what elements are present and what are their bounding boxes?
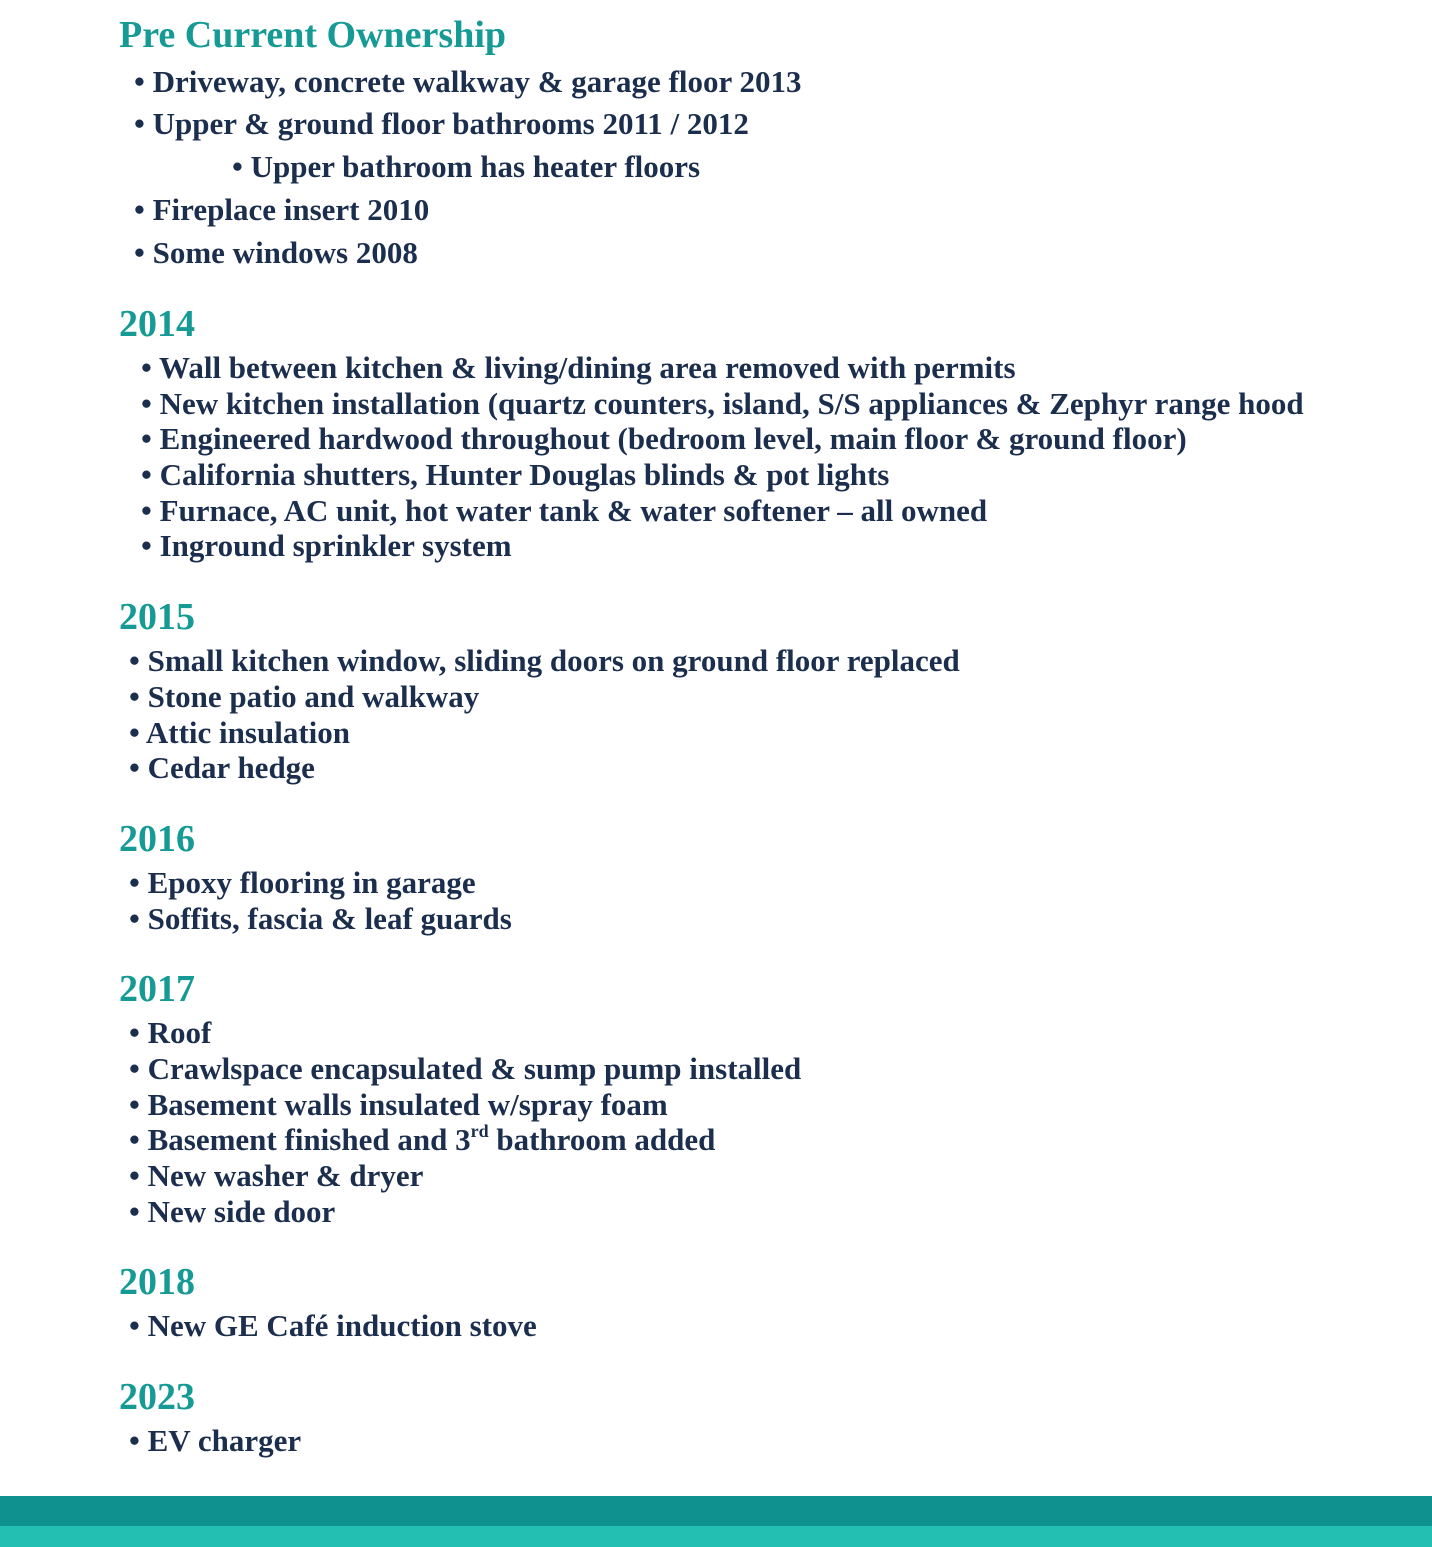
list-item: • Roof — [129, 1015, 212, 1050]
section-heading: 2014 — [119, 303, 195, 345]
list-item: • Crawlspace encapsulated & sump pump installed — [129, 1051, 802, 1086]
list-item: • Wall between kitchen & living/dining area removed with permits — [141, 350, 1016, 385]
list-item: • Furnace, AC unit, hot water tank & water softener – all owned — [141, 493, 988, 528]
section-heading: 2017 — [119, 968, 195, 1010]
list-item: • Some windows 2008 — [134, 235, 418, 270]
section-heading: 2023 — [119, 1376, 195, 1418]
section-heading: Pre Current Ownership — [119, 14, 507, 56]
list-item: • New GE Café induction stove — [129, 1308, 537, 1343]
list-item: • Soffits, fascia & leaf guards — [129, 901, 512, 936]
section-heading: 2018 — [119, 1261, 195, 1303]
list-item-text: • Basement finished and 3 — [129, 1122, 471, 1157]
list-item: • Inground sprinkler system — [141, 528, 512, 563]
list-item: • Cedar hedge — [129, 750, 315, 785]
list-item: • Driveway, concrete walkway & garage floor 2013 — [134, 64, 802, 99]
list-item: • Fireplace insert 2010 — [134, 192, 430, 227]
section-heading: 2016 — [119, 818, 195, 860]
list-item: • New kitchen installation (quartz counters, island, S/S appliances & Zephyr range hood — [141, 386, 1304, 421]
list-item: • Small kitchen window, sliding doors on ground floor replaced — [129, 643, 960, 678]
list-item: • New washer & dryer — [129, 1158, 424, 1193]
list-item — [129, 1120, 716, 1157]
section-heading: 2015 — [119, 596, 195, 638]
list-item: • Engineered hardwood throughout (bedroom level, main floor & ground floor) — [141, 421, 1187, 456]
ordinal-superscript: rd — [470, 1120, 489, 1141]
list-item: • Epoxy flooring in garage — [129, 865, 476, 900]
list-item: • California shutters, Hunter Douglas blinds & pot lights — [141, 457, 890, 492]
list-item: • Basement walls insulated w/spray foam — [129, 1087, 668, 1122]
list-item-nested: • Upper bathroom has heater floors — [232, 149, 701, 184]
footer-band-light — [0, 1526, 1432, 1547]
list-item: • EV charger — [129, 1423, 302, 1458]
list-item: • Stone patio and walkway — [129, 679, 480, 714]
list-item: • New side door — [129, 1194, 336, 1229]
list-item: • Upper & ground floor bathrooms 2011 / 2012 — [134, 106, 749, 141]
list-item-text: bathroom added — [488, 1122, 716, 1157]
footer-band-dark — [0, 1496, 1432, 1526]
list-item: • Attic insulation — [129, 715, 350, 750]
